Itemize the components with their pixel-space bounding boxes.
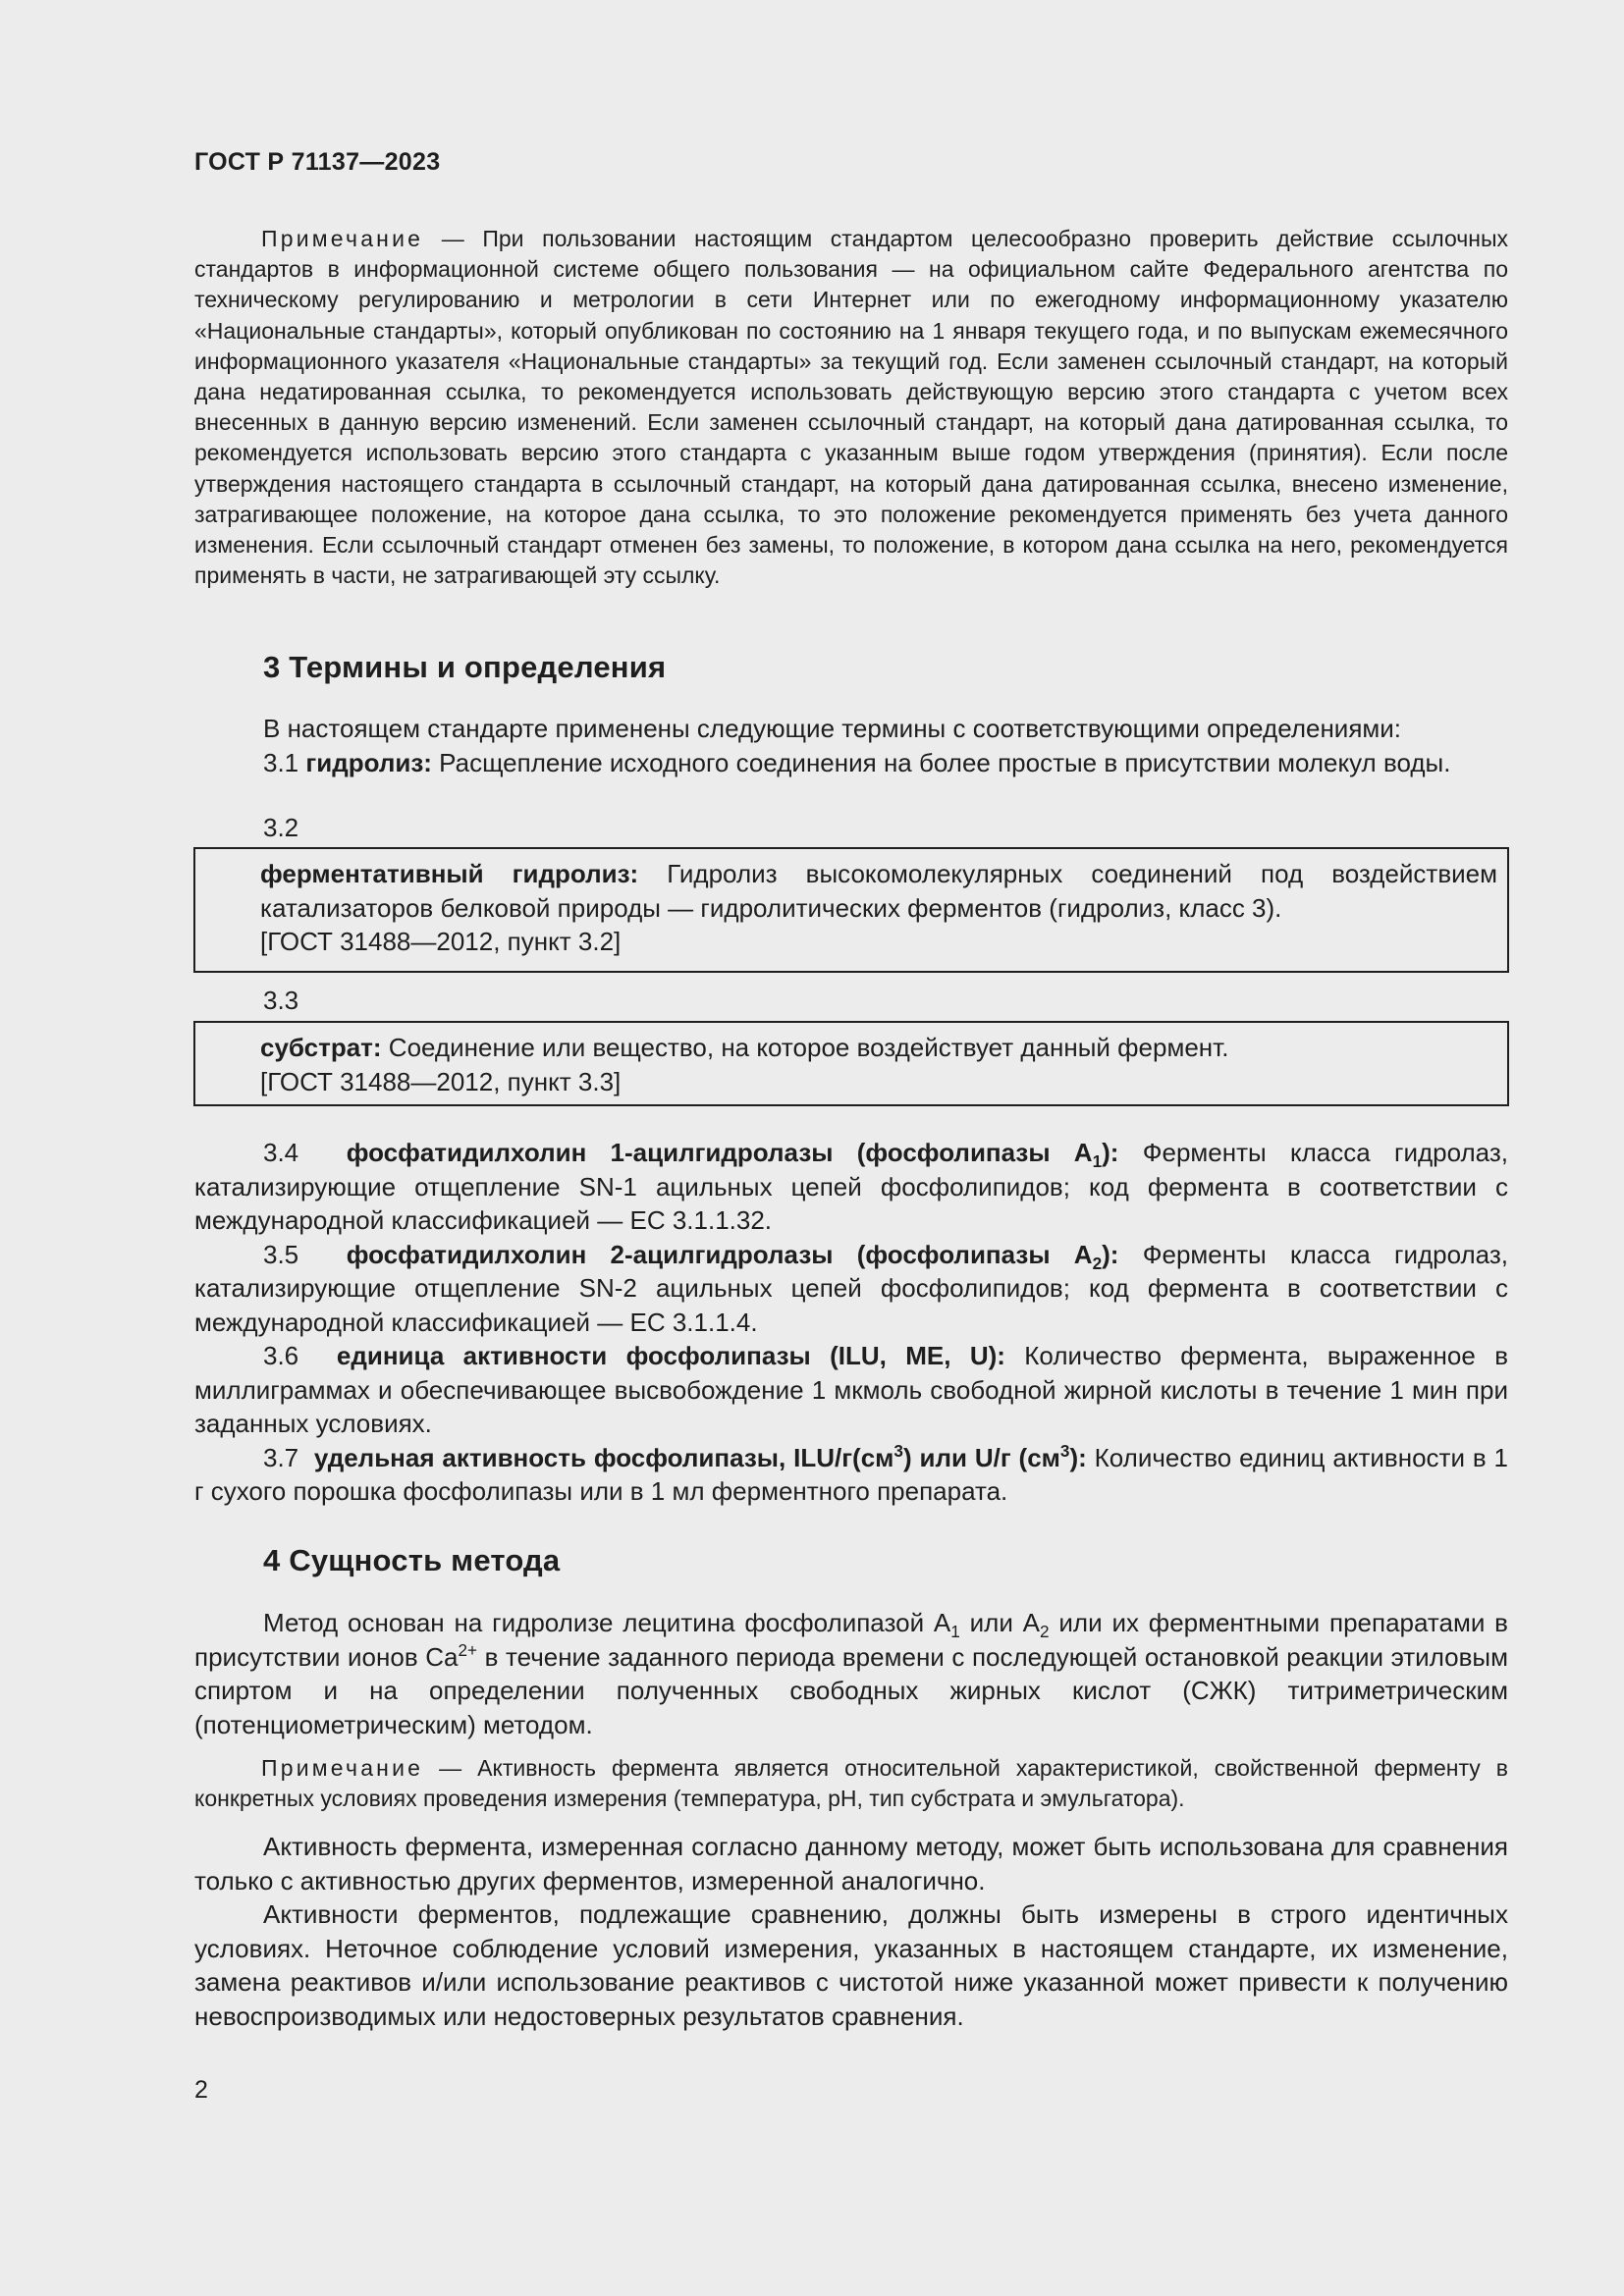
document-header: ГОСТ Р 71137—2023: [194, 148, 441, 176]
terms-3-4-to-3-7: [194, 1136, 1508, 1509]
section-4-paragraphs: [194, 1830, 1508, 2033]
term-number: 3.6: [263, 1341, 299, 1370]
method-description: Метод основан на гидролизе лецитина фосфолипазой $A_1$ или $A_2$ или их ферментными препаратами в присутствии ионов $Ca^{2+}$ в течение заданного периода времени с последующей остановкой реакции этиловым спиртом и на определении полученных свободных жирных кислот (СЖК) титриметрическим (потенциометрическим) методом.: [194, 1608, 1508, 1739]
term-3-3-box: [193, 1021, 1509, 1106]
term-definition: Количество единиц активности в 1 г сухого порошка фосфолипазы или в 1 мл ферментного препарата.: [194, 1442, 1508, 1506]
reference-note: [194, 224, 1508, 591]
page-number: 2: [194, 2076, 208, 2104]
term-3-4: [194, 1136, 1508, 1238]
term-name: фосфатидилхолин 2-ацилгидролазы (фосфолипазы $A_2$):: [346, 1239, 1119, 1273]
term-definition: Гидролиз высокомолекулярных соединений под воздействием катализаторов белковой природы — гидролитических ферментов (гидролиз, класс 3).: [260, 859, 1498, 923]
note-label: Примечание: [261, 226, 424, 251]
term-name: единица активности фосфолипазы (ILU, ME, U):: [336, 1341, 1005, 1370]
term-name: гидролиз:: [305, 747, 432, 777]
activity-conditions-paragraph: Активности ферментов, подлежащие сравнению, должны быть измерены в строго идентичных условиях. Неточное соблюдение условий измерения, указанных в настоящем стандарте, их изменение, замена реактивов и/или использование реактивов с чистотой ниже указанной может привести к получению невоспроизводимых или недостоверных результатов сравнения.: [194, 1899, 1508, 2031]
term-3-3-number: 3.3: [263, 986, 299, 1015]
section-3-title: 3 Термины и определения: [263, 650, 667, 684]
term-3-3: [260, 1031, 1497, 1065]
term-3-3-reference: [ГОСТ 31488—2012, пункт 3.3]: [260, 1066, 622, 1096]
section-4-method-paragraph: [194, 1606, 1508, 1741]
note-text: — Активность фермента является относительной характеристикой, свойственной ферменту в конкретных условиях проведения измерения (температура, pH, тип субстрата и эмульгатора).: [194, 1755, 1508, 1811]
section-3-intro: В настоящем стандарте применены следующие термины с соответствующими определениями:: [263, 714, 1402, 743]
term-3-7: [194, 1441, 1508, 1509]
term-3-1: [194, 746, 1508, 780]
term-3-6: [194, 1339, 1508, 1441]
term-name: субстрат:: [260, 1033, 382, 1062]
term-3-2: [260, 857, 1497, 925]
term-definition: Ферменты класса гидролаз, катализирующие отщепление SN-1 ацильных цепей фосфолипидов; код фермента в соответствии с международной классификацией — ЕС 3.1.1.32.: [194, 1138, 1508, 1235]
term-number: 3.4: [263, 1138, 299, 1167]
term-definition: Количество фермента, выраженное в миллиграммах и обеспечивающее высвобождение 1 мкмоль свободной жирной кислоты в течение 1 мин при заданных условиях.: [194, 1341, 1509, 1438]
term-definition: Расщепление исходного соединения на более простые в присутствии молекул воды.: [431, 747, 1451, 777]
section-3-intro-block: [194, 712, 1508, 779]
note-label: Примечание: [261, 1755, 424, 1781]
section-4-note: [194, 1753, 1508, 1814]
term-3-5: [194, 1238, 1508, 1340]
term-number: 3.1: [263, 747, 299, 777]
term-name: ферментативный гидролиз:: [260, 859, 639, 888]
term-3-2-reference: [ГОСТ 31488—2012, пункт 3.2]: [260, 927, 622, 956]
term-3-2-box: [193, 847, 1509, 973]
term-number: 3.7: [263, 1442, 299, 1472]
term-3-2-number: 3.2: [263, 813, 299, 842]
section-4-title: 4 Сущность метода: [263, 1543, 561, 1577]
term-number: 3.5: [263, 1239, 299, 1269]
term-definition: Ферменты класса гидролаз, катализирующие отщепление SN-2 ацильных цепей фосфолипидов; код фермента в соответствии с международной классификацией — ЕС 3.1.1.4.: [194, 1239, 1508, 1337]
term-name: удельная активность фосфолипазы, ILU/$г(см^3)$ или U/г $(см^3)$:: [313, 1440, 1087, 1472]
activity-comparison-paragraph: Активность фермента, измеренная согласно данному методу, может быть использована для сравнения только с активностью других ферментов, измеренной аналогично.: [194, 1832, 1508, 1896]
term-definition: Соединение или вещество, на которое воздействует данный фермент.: [381, 1033, 1229, 1062]
note-text: — При пользовании настоящим стандартом целесообразно проверить действие ссылочных стандартов в информационной системе общего пользования — на официальном сайте Федерального агентства по техническому регулированию и метрологии в сети Интернет или по ежегодному информационному указателю «Национальные стандарты», который опубликован по состоянию на 1 января текущего года, и по выпускам ежемесячного информационного указателя «Национальные стандарты» за текущий год. Если заменен ссылочный стандарт, на который дана недатированная ссылка, то рекомендуется использовать действующую версию этого стандарта с учетом всех внесенных в данную версию изменений. Если заменен ссылочный стандарт, на который дана датированная ссылка, то рекомендуется использовать версию этого стандарта с указанным выше годом утверждения (принятия). Если после утверждения настоящего стандарта в ссылочный стандарт, на который дана датированная ссылка, внесено изменение, затрагивающее положение, на которое дана ссылка, то это положение рекомендуется применять без учета данного изменения. Если ссылочный стандарт отменен без замены, то положение, в котором дана ссылка на него, рекомендуется применять в части, не затрагивающей эту ссылку.: [194, 226, 1508, 589]
term-name: фосфатидилхолин 1-ацилгидролазы (фосфолипазы $A_1$):: [346, 1138, 1119, 1171]
